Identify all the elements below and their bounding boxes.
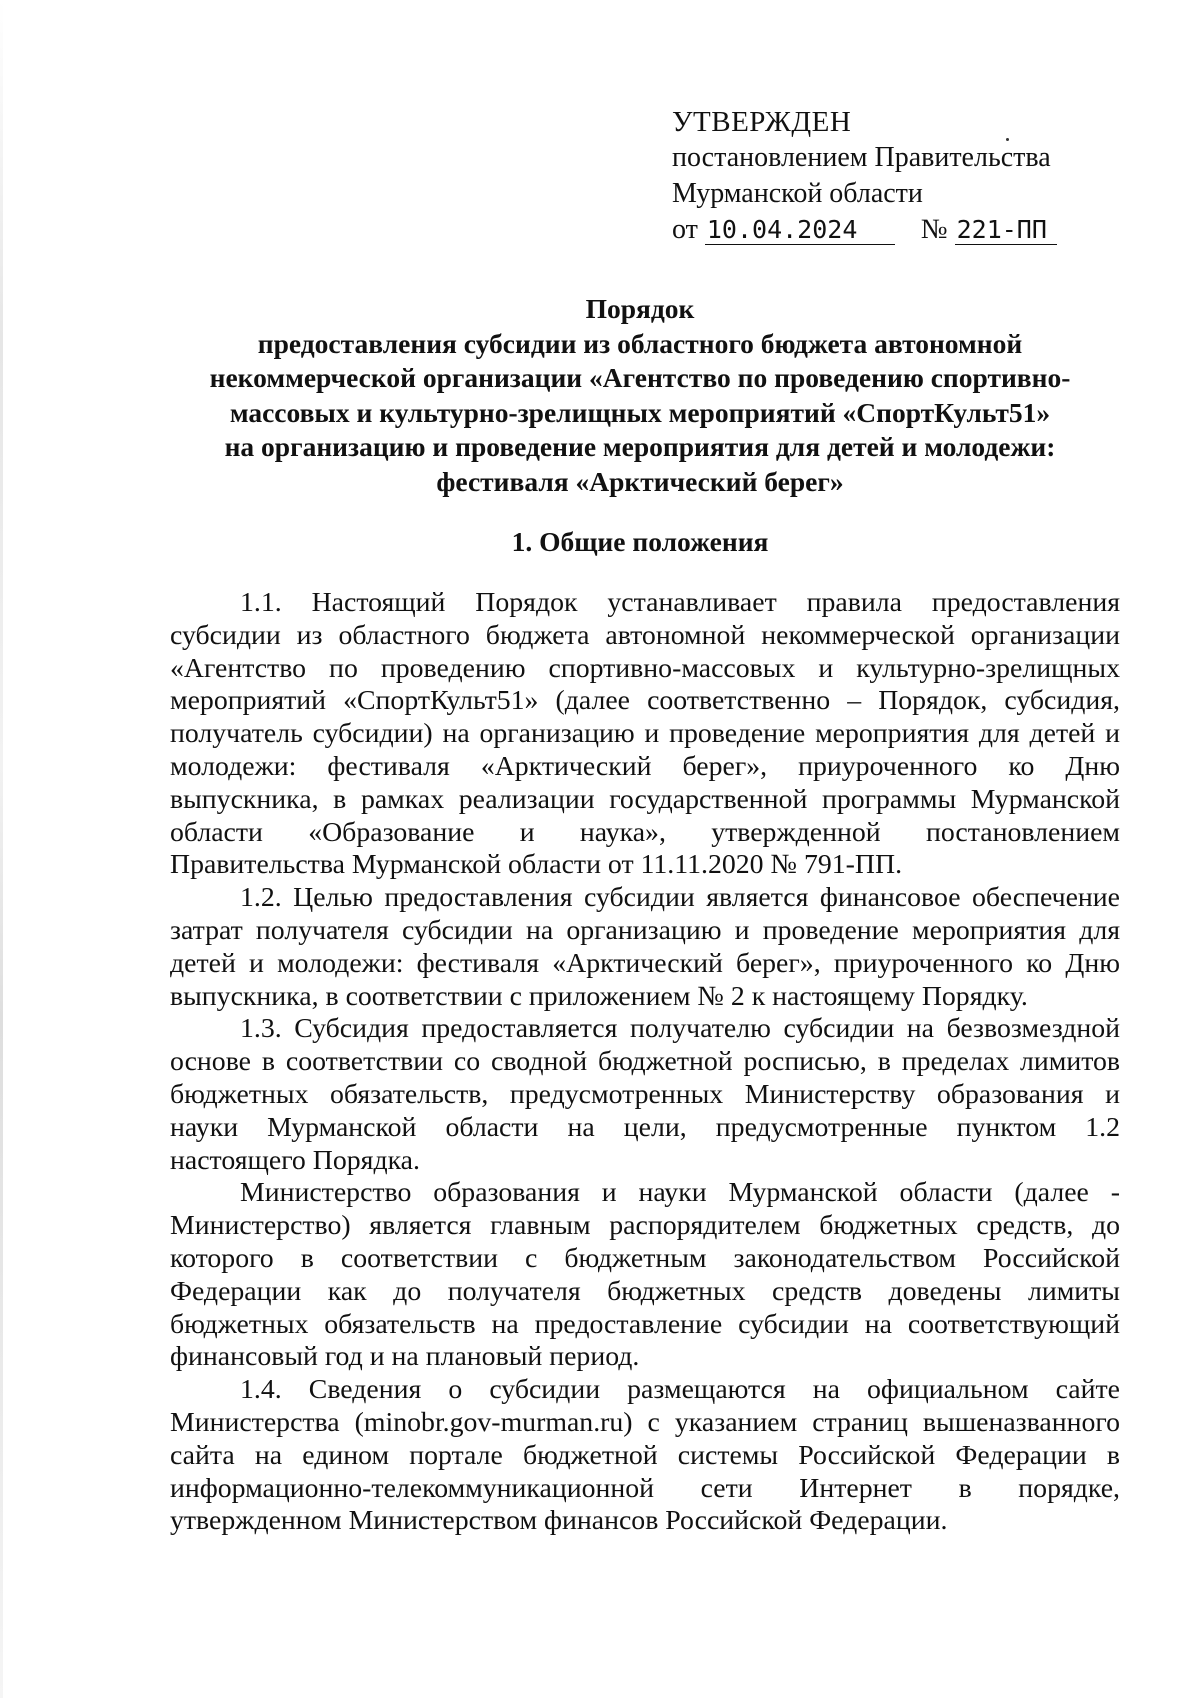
- title-line: массовых и культурно-зрелищных мероприятий «СпортКульт51»: [229, 396, 1051, 428]
- paragraph-ministry: [170, 1177, 1120, 1374]
- text-line: сайта на едином портале бюджетной системы Российской Федерации в: [170, 1439, 1120, 1471]
- text-line: Правительства Мурманской области от 11.11.2020 № 791-ПП.: [170, 849, 903, 881]
- text-line: выпускника, в соответствии с приложением № 2 к настоящему Порядку.: [170, 980, 1028, 1012]
- number-prefix: №: [920, 214, 948, 245]
- text-line: 1.1. Настоящий Порядок устанавливает правила предоставления: [240, 587, 1120, 618]
- text-line: 1.3. Субсидия предоставляется получателю субсидии на безвозмездной: [240, 1013, 1120, 1045]
- text-line: получатель субсидии) на организацию и проведение мероприятия для детей и: [170, 718, 1120, 750]
- text-line: области «Образование и наука», утвержденной постановлением: [170, 816, 1120, 848]
- section-heading: 1. Общие положения: [511, 526, 769, 557]
- text-line: которого в соответствии с бюджетным законодательством Российской: [170, 1242, 1120, 1274]
- text-line: выпускника, в рамках реализации государственной программы Мурманской: [170, 783, 1120, 815]
- text-line: настоящего Порядка.: [170, 1144, 420, 1176]
- title-line: фестиваля «Арктический берег»: [436, 465, 844, 497]
- title-line: на организацию и проведение мероприятия для детей и молодежи:: [224, 431, 1056, 462]
- approval-date: 10.04.2024: [705, 216, 895, 245]
- paragraph-1-3: [170, 1013, 1120, 1177]
- text-line: Федерации как до получателя бюджетных средств доведены лимиты: [170, 1275, 1120, 1307]
- text-line: «Агентство по проведению спортивно-массовых и культурно-зрелищных: [170, 652, 1120, 684]
- text-line: Министерство образования и науки Мурманской области (далее -: [240, 1177, 1120, 1209]
- approval-title: УТВЕРЖДЕН: [672, 106, 852, 138]
- document-title: [160, 292, 1120, 499]
- text-line: бюджетных обязательств на предоставление субсидии на соответствующий: [170, 1308, 1120, 1340]
- approval-block: [672, 104, 1092, 248]
- text-line: науки Мурманской области на цели, предусмотренные пунктом 1.2: [170, 1111, 1120, 1143]
- section-body: [170, 587, 1120, 1538]
- text-line: молодежи: фестиваля «Арктический берег», приуроченного ко Дню: [170, 750, 1120, 782]
- title-line: предоставления субсидии из областного бюджета автономной: [257, 327, 1023, 359]
- text-line: информационно-телекоммуникационной сети Интернет в порядке,: [170, 1472, 1120, 1504]
- text-line: детей и молодежи: фестиваля «Арктический берег», приуроченного ко Дню: [170, 947, 1120, 979]
- text-line: основе в соответствии со сводной бюджетной росписью, в пределах лимитов: [170, 1046, 1120, 1078]
- scan-edge: [0, 0, 3, 1698]
- text-line: мероприятий «СпортКульт51» (далее соответственно – Порядок, субсидия,: [170, 685, 1120, 717]
- approval-date-line: [672, 212, 1092, 248]
- approval-number: 221-ПП: [955, 216, 1057, 245]
- text-line: субсидии из областного бюджета автономной некоммерческой организации: [170, 619, 1120, 651]
- text-line: 1.2. Целью предоставления субсидии является финансовое обеспечение: [240, 882, 1120, 914]
- approval-line-2: Мурманской области: [672, 178, 923, 209]
- text-line: бюджетных обязательств, предусмотренных Министерству образования и: [170, 1078, 1120, 1110]
- text-line: затрат получателя субсидии на организацию и проведение мероприятия для: [170, 914, 1120, 946]
- text-line: 1.4. Сведения о субсидии размещаются на официальном сайте: [240, 1374, 1120, 1406]
- approval-line-1: постановлением Правительства: [672, 142, 1051, 173]
- title-line: некоммерческой организации «Агентство по проведению спортивно-: [209, 362, 1071, 393]
- paragraph-1-1: [170, 587, 1120, 882]
- text-line: утвержденном Министерством финансов Российской Федерации.: [170, 1505, 948, 1537]
- text-line: Министерство) является главным распорядителем бюджетных средств, до: [170, 1210, 1120, 1242]
- paragraph-1-2: [170, 882, 1120, 1013]
- paragraph-1-4: [170, 1374, 1120, 1538]
- text-line: Министерства (minobr.gov-murman.ru) с указанием страниц вышеназванного: [170, 1406, 1120, 1438]
- scan-speck: [1006, 138, 1009, 141]
- text-line: финансовый год и на плановый период.: [170, 1341, 640, 1373]
- date-prefix: от: [672, 214, 698, 245]
- title-line: Порядок: [585, 293, 695, 324]
